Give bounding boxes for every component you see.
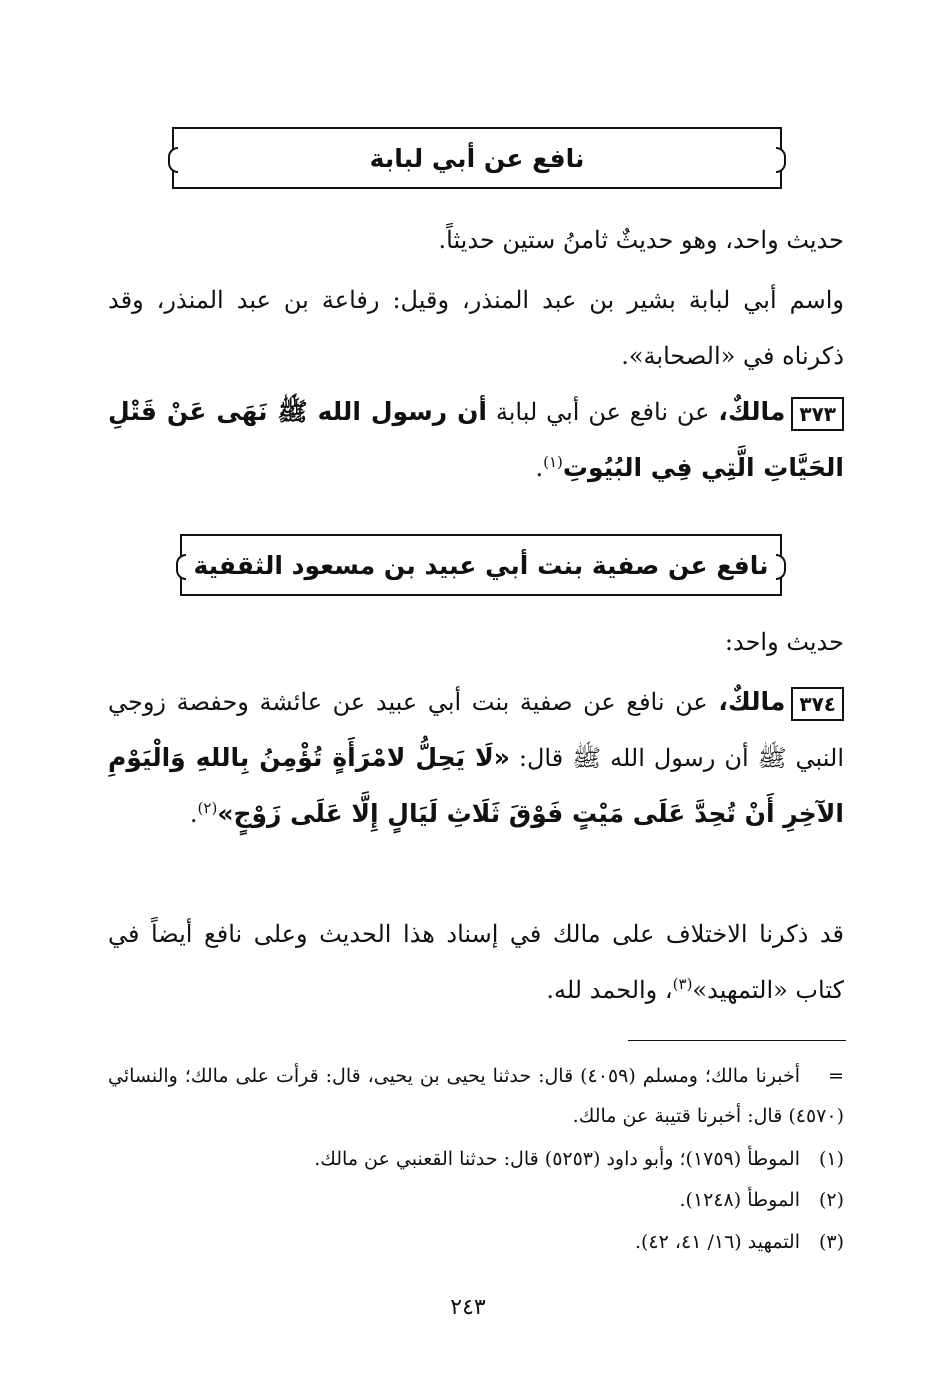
paragraph: قد ذكرنا الاختلاف على مالك في إسناد هذا الحديث وعلى نافع أيضاً في كتاب «التمهيد»$^{(٣)}$، والحمد لله.: [108, 920, 844, 1004]
footnote-ref: (٣): [672, 975, 693, 993]
footnote-ref: (٢): [197, 799, 218, 817]
footnote: =أخبرنا مالك؛ ومسلم (٤٠٥٩) قال: حدثنا يحيى بن يحيى، قال: قرأت على مالك؛ والنسائي (٤٥٧٠) قال: أخبرنا قتيبة عن مالك.: [108, 1056, 844, 1136]
footnote-ref: (١): [543, 453, 563, 471]
hadith-374: ٣٧٤مالكٌ، عن نافع عن صفية بنت أبي عبيد عن عائشة وحفصة زوجي النبي ﷺ أن رسول الله ﷺ قال: «لَا يَحِلُّ لامْرَأَةٍ تُؤْمِنُ بِاللهِ وَالْيَوْمِ الآخِرِ أَنْ تُحِدَّ عَلَى مَيْتٍ فَوْقَ ثَلَاثِ لَيَالٍ إِلَّا عَلَى زَوْجٍ»$^{(٢)}$.: [108, 687, 844, 828]
narrator-name: مالكٌ،: [718, 687, 786, 716]
paragraph: واسم أبي لبابة بشير بن عبد المنذر، وقيل: رفاعة بن عبد المنذر، وقد ذكرناه في «الصحابة».: [108, 286, 844, 370]
hadith-number: ٣٧٤: [791, 687, 844, 721]
isnad: عن نافع عن أبي لبابة: [495, 398, 710, 426]
hadith-text: «لَا يَحِلُّ لامْرَأَةٍ تُؤْمِنُ بِاللهِ وَالْيَوْمِ الآخِرِ أَنْ تُحِدَّ عَلَى مَيْتٍ فَوْقَ ثَلَاثِ لَيَالٍ إِلَّا عَلَى زَوْجٍ»: [108, 743, 844, 828]
hadith-number: ٣٧٣: [791, 397, 844, 431]
footnote-mark: (٣): [818, 1231, 844, 1253]
page-number: ٢٤٣: [450, 1295, 486, 1320]
paragraph: حديث واحد:: [724, 628, 844, 656]
footnote: (٣)التمهيد (١٦/ ٤١، ٤٢).: [108, 1222, 844, 1262]
section-heading-text: نافع عن أبي لبابة: [369, 143, 585, 173]
isnad: عن نافع عن صفية بنت أبي عبيد عن عائشة وحفصة زوجي النبي ﷺ أن رسول الله ﷺ قال:: [108, 688, 844, 772]
section-heading-2: [180, 534, 782, 596]
hadith-373: ٣٧٣مالكٌ، عن نافع عن أبي لبابة أن رسول الله ﷺ نَهَى عَنْ قَتْلِ الحَيَّاتِ الَّتِي فِي البُيُوتِ$^{(١)}$.: [108, 397, 844, 482]
section-heading-1: [172, 127, 782, 189]
footnote-mark: (١): [818, 1148, 844, 1170]
footnote-separator: [628, 1040, 846, 1041]
footnote-mark: (٢): [818, 1189, 844, 1211]
footnote-mark: =: [828, 1065, 844, 1087]
footnote: (١)الموطأ (١٧٥٩)؛ وأبو داود (٥٢٥٣) قال: حدثنا القعنبي عن مالك.: [108, 1139, 844, 1179]
paragraph: حديث واحد، وهو حديثٌ ثامنُ ستين حديثاً.: [438, 226, 844, 254]
hadith-text: أن رسول الله ﷺ نَهَى عَنْ قَتْلِ الحَيَّاتِ الَّتِي فِي البُيُوتِ: [108, 397, 844, 482]
narrator-name: مالكٌ،: [718, 397, 786, 426]
section-heading-text: نافع عن صفية بنت أبي عبيد بن مسعود الثقفية: [193, 550, 769, 580]
footnote: (٢)الموطأ (١٢٤٨).: [108, 1180, 844, 1220]
